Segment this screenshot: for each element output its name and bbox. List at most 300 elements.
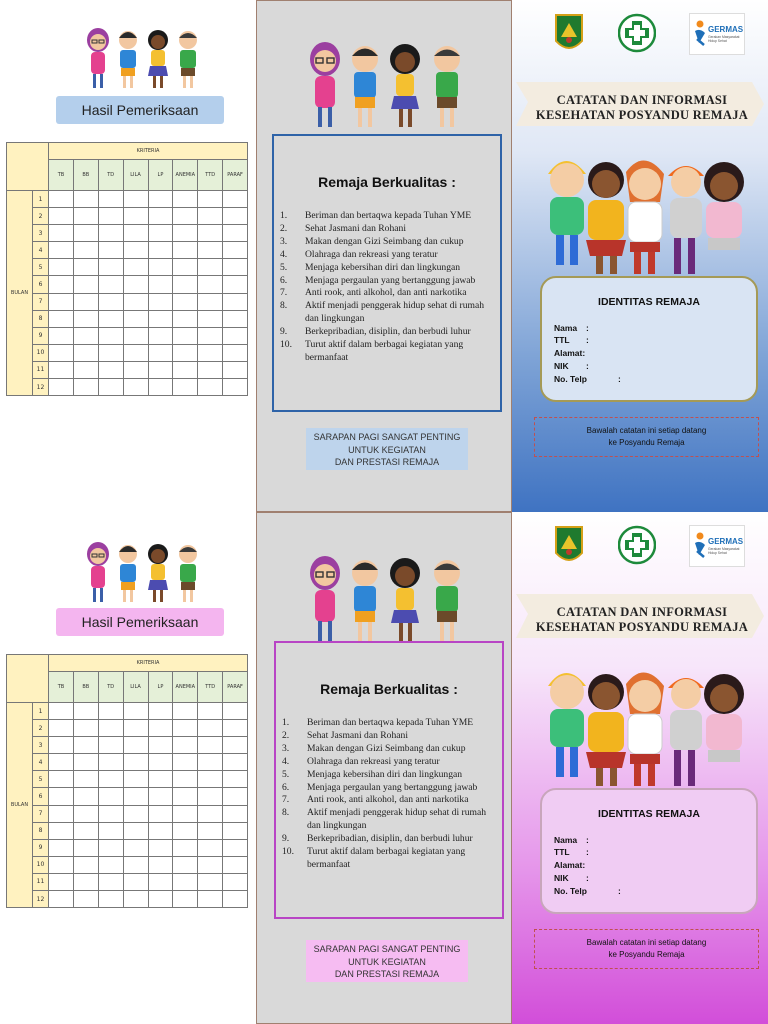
- table-cell[interactable]: [49, 242, 74, 259]
- table-cell[interactable]: [98, 361, 123, 378]
- table-cell[interactable]: [73, 310, 98, 327]
- table-cell[interactable]: [148, 191, 173, 208]
- table-cell[interactable]: [123, 276, 148, 293]
- table-cell[interactable]: [123, 344, 148, 361]
- panel-hasil-pemeriksaan: [0, 512, 256, 1024]
- table-cell[interactable]: [223, 276, 248, 293]
- table-cell[interactable]: [148, 856, 173, 873]
- field-colon: :: [586, 323, 589, 333]
- cover-title: [532, 93, 752, 123]
- hasil-pemeriksaan-label: Hasil Pemeriksaan: [56, 608, 224, 636]
- table-cell[interactable]: [198, 873, 223, 890]
- table-cell[interactable]: [123, 259, 148, 276]
- month-number: 7: [33, 293, 49, 310]
- table-row: [7, 327, 248, 344]
- table-cell[interactable]: [98, 856, 123, 873]
- table-cell[interactable]: [173, 737, 198, 754]
- germas-subtext: Gerakan Masyarakat Hidup Sehat: [708, 35, 740, 43]
- table-row: [7, 310, 248, 327]
- table-cell[interactable]: [49, 293, 74, 310]
- item-text: Berkepribadian, disiplin, dan berbudi luhur: [305, 326, 471, 338]
- table-cell[interactable]: [173, 327, 198, 344]
- sarapan-line: SARAPAN PAGI SANGAT PENTING: [313, 944, 461, 954]
- table-cell[interactable]: [123, 208, 148, 225]
- table-cell[interactable]: [223, 327, 248, 344]
- table-cell[interactable]: [73, 891, 98, 908]
- table-cell[interactable]: [173, 754, 198, 771]
- table-cell[interactable]: [173, 361, 198, 378]
- month-number: 8: [33, 822, 49, 839]
- table-cell[interactable]: [198, 361, 223, 378]
- column-header: TTD: [198, 160, 223, 191]
- table-cell[interactable]: [98, 839, 123, 856]
- table-cell[interactable]: [223, 259, 248, 276]
- table-cell[interactable]: [49, 276, 74, 293]
- table-cell[interactable]: [123, 737, 148, 754]
- item-number: 5.: [280, 261, 288, 273]
- list-item: [282, 769, 500, 782]
- list-item: [280, 300, 498, 326]
- table-cell[interactable]: [49, 379, 74, 396]
- table-cell[interactable]: [73, 344, 98, 361]
- table-cell[interactable]: [148, 344, 173, 361]
- table-cell[interactable]: [198, 891, 223, 908]
- table-cell[interactable]: [73, 822, 98, 839]
- table-cell[interactable]: [73, 327, 98, 344]
- reminder-line: ke Posyandu Remaja: [608, 438, 685, 447]
- column-header: LILA: [123, 160, 148, 191]
- table-cell[interactable]: [148, 754, 173, 771]
- table-cell[interactable]: [123, 191, 148, 208]
- table-cell[interactable]: [123, 805, 148, 822]
- table-cell[interactable]: [123, 873, 148, 890]
- table-cell[interactable]: [148, 259, 173, 276]
- item-text: Olahraga dan rekreasi yang teratur: [305, 248, 438, 260]
- table-row: [7, 788, 248, 805]
- item-text: Beriman dan bertaqwa kepada Tuhan YME: [305, 210, 472, 221]
- field-nama: Nama: [554, 323, 578, 333]
- item-text: Olahraga dan rekreasi yang teratur: [307, 755, 440, 767]
- table-row: [7, 703, 248, 720]
- table-cell[interactable]: [73, 703, 98, 720]
- column-header: LP: [148, 672, 173, 703]
- item-number: 7.: [280, 287, 288, 299]
- reminder-note: [534, 417, 759, 457]
- column-header: LILA: [123, 672, 148, 703]
- table-cell[interactable]: [73, 225, 98, 242]
- item-text: Sehat Jasmani dan Rohani: [307, 729, 408, 741]
- table-cell[interactable]: [173, 259, 198, 276]
- list-item: [282, 794, 500, 807]
- table-cell[interactable]: [223, 208, 248, 225]
- table-cell[interactable]: [123, 788, 148, 805]
- list-item: [282, 730, 500, 743]
- table-cell[interactable]: [148, 839, 173, 856]
- table-cell[interactable]: [73, 873, 98, 890]
- table-cell[interactable]: [49, 805, 74, 822]
- table-cell[interactable]: [173, 344, 198, 361]
- month-number: 5: [33, 259, 49, 276]
- table-cell[interactable]: [123, 327, 148, 344]
- table-cell[interactable]: [49, 259, 74, 276]
- month-number: 4: [33, 754, 49, 771]
- table-cell[interactable]: [49, 720, 74, 737]
- germas-subtext: Gerakan Masyarakat Hidup Sehat: [708, 547, 740, 555]
- table-cell[interactable]: [123, 891, 148, 908]
- table-cell[interactable]: [198, 737, 223, 754]
- table-cell[interactable]: [49, 873, 74, 890]
- month-number: 2: [33, 208, 49, 225]
- table-cell[interactable]: [223, 856, 248, 873]
- table-cell[interactable]: [49, 754, 74, 771]
- field-nama: Nama: [554, 835, 578, 845]
- table-cell[interactable]: [173, 242, 198, 259]
- germas-figure-icon: [693, 531, 707, 561]
- list-item: [280, 326, 498, 339]
- table-cell[interactable]: [73, 379, 98, 396]
- table-row: [7, 822, 248, 839]
- field-no-telp: No. Telp: [554, 886, 587, 896]
- table-cell[interactable]: [123, 720, 148, 737]
- table-cell[interactable]: [98, 208, 123, 225]
- table-cell[interactable]: [73, 720, 98, 737]
- table-cell[interactable]: [198, 754, 223, 771]
- column-header: TB: [49, 672, 74, 703]
- month-number: 12: [33, 891, 49, 908]
- table-row: [7, 225, 248, 242]
- item-text: Aktif menjadi penggerak hidup sehat di rumah dan lingkungan: [307, 807, 487, 832]
- table-cell[interactable]: [223, 891, 248, 908]
- item-number: 8.: [282, 807, 290, 819]
- list-item: [280, 339, 498, 365]
- table-corner: [7, 655, 49, 703]
- field-colon: :: [586, 835, 589, 845]
- table-cell[interactable]: [49, 771, 74, 788]
- item-number: 3.: [280, 235, 288, 247]
- table-row: [7, 276, 248, 293]
- table-cell[interactable]: [49, 822, 74, 839]
- table-row: [7, 379, 248, 396]
- table-cell[interactable]: [198, 259, 223, 276]
- table-cell[interactable]: [49, 225, 74, 242]
- table-cell[interactable]: [73, 788, 98, 805]
- remaja-berkualitas-box: [272, 134, 502, 412]
- table-cell[interactable]: [49, 788, 74, 805]
- table-cell[interactable]: [198, 788, 223, 805]
- cover-title: [532, 605, 752, 635]
- table-cell[interactable]: [148, 276, 173, 293]
- table-cell[interactable]: [148, 310, 173, 327]
- list-item: [282, 846, 500, 872]
- item-number: 2.: [280, 222, 288, 234]
- table-cell[interactable]: [223, 788, 248, 805]
- table-cell[interactable]: [173, 839, 198, 856]
- table-cell[interactable]: [49, 703, 74, 720]
- table-cell[interactable]: [98, 703, 123, 720]
- table-cell[interactable]: [123, 225, 148, 242]
- table-cell[interactable]: [49, 361, 74, 378]
- table-cell[interactable]: [73, 276, 98, 293]
- table-cell[interactable]: [98, 327, 123, 344]
- kids-illustration: [301, 39, 471, 129]
- table-cell[interactable]: [148, 788, 173, 805]
- table-cell[interactable]: [98, 720, 123, 737]
- table-cell[interactable]: [98, 310, 123, 327]
- table-cell[interactable]: [223, 344, 248, 361]
- table-cell[interactable]: [98, 259, 123, 276]
- item-text: Anti rook, anti alkohol, dan anti narkotika: [305, 287, 467, 299]
- table-cell[interactable]: [223, 293, 248, 310]
- table-cell[interactable]: [123, 293, 148, 310]
- table-cell[interactable]: [123, 310, 148, 327]
- table-cell[interactable]: [223, 703, 248, 720]
- table-cell[interactable]: [173, 310, 198, 327]
- table-cell[interactable]: [223, 191, 248, 208]
- table-cell[interactable]: [198, 225, 223, 242]
- sarapan-note: [306, 940, 468, 982]
- table-cell[interactable]: [223, 873, 248, 890]
- table-cell[interactable]: [173, 191, 198, 208]
- cover-title-line: KESEHATAN POSYANDU REMAJA: [535, 108, 749, 122]
- table-cell[interactable]: [173, 703, 198, 720]
- table-cell[interactable]: [198, 822, 223, 839]
- month-number: 1: [33, 191, 49, 208]
- item-text: Anti rook, anti alkohol, dan anti narkotika: [307, 794, 469, 806]
- month-number: 10: [33, 856, 49, 873]
- table-cell[interactable]: [73, 805, 98, 822]
- table-cell[interactable]: [223, 720, 248, 737]
- table-cell[interactable]: [173, 225, 198, 242]
- germas-text: GERMAS: [708, 537, 744, 546]
- table-cell[interactable]: [98, 737, 123, 754]
- table-cell[interactable]: [98, 242, 123, 259]
- table-cell[interactable]: [223, 754, 248, 771]
- item-text: Menjaga pergaulan yang bertanggung jawab: [305, 274, 476, 286]
- table-cell[interactable]: [173, 771, 198, 788]
- table-cell[interactable]: [73, 293, 98, 310]
- table-cell[interactable]: [198, 856, 223, 873]
- table-row: [7, 771, 248, 788]
- table-cell[interactable]: [123, 856, 148, 873]
- reminder-line: Bawalah catatan ini setiap datang: [586, 938, 707, 947]
- pemeriksaan-table: [6, 142, 248, 396]
- table-cell[interactable]: [148, 891, 173, 908]
- table-row: [7, 259, 248, 276]
- table-cell[interactable]: [173, 856, 198, 873]
- table-cell[interactable]: [123, 822, 148, 839]
- month-number: 11: [33, 873, 49, 890]
- table-cell[interactable]: [198, 805, 223, 822]
- table-cell[interactable]: [173, 891, 198, 908]
- table-cell[interactable]: [98, 805, 123, 822]
- table-row: [7, 805, 248, 822]
- table-cell[interactable]: [223, 225, 248, 242]
- table-cell[interactable]: [123, 771, 148, 788]
- table-cell[interactable]: [173, 822, 198, 839]
- table-cell[interactable]: [148, 720, 173, 737]
- remaja-berkualitas-title: Remaja Berkualitas :: [318, 174, 456, 190]
- table-cell[interactable]: [223, 737, 248, 754]
- list-item: [282, 743, 500, 756]
- kriteria-header: KRITERIA: [49, 655, 248, 672]
- table-cell[interactable]: [173, 379, 198, 396]
- table-cell[interactable]: [49, 856, 74, 873]
- field-nik: NIK: [554, 873, 569, 883]
- table-cell[interactable]: [123, 361, 148, 378]
- table-cell[interactable]: [98, 191, 123, 208]
- table-cell[interactable]: [73, 208, 98, 225]
- table-cell[interactable]: [223, 839, 248, 856]
- table-cell[interactable]: [98, 891, 123, 908]
- table-cell[interactable]: [173, 720, 198, 737]
- table-cell[interactable]: [98, 379, 123, 396]
- month-number: 9: [33, 839, 49, 856]
- table-cell[interactable]: [98, 788, 123, 805]
- table-cell[interactable]: [73, 191, 98, 208]
- table-cell[interactable]: [198, 327, 223, 344]
- kids-illustration: [301, 553, 471, 643]
- table-cell[interactable]: [173, 788, 198, 805]
- table-cell[interactable]: [198, 720, 223, 737]
- table-cell[interactable]: [98, 293, 123, 310]
- item-number: 3.: [282, 742, 290, 754]
- table-cell[interactable]: [73, 856, 98, 873]
- table-cell[interactable]: [148, 873, 173, 890]
- table-cell[interactable]: [123, 242, 148, 259]
- table-cell[interactable]: [73, 242, 98, 259]
- table-cell[interactable]: [148, 327, 173, 344]
- table-cell[interactable]: [73, 361, 98, 378]
- table-cell[interactable]: [223, 379, 248, 396]
- table-cell[interactable]: [73, 839, 98, 856]
- table-cell[interactable]: [49, 737, 74, 754]
- table-cell[interactable]: [98, 771, 123, 788]
- table-cell[interactable]: [198, 310, 223, 327]
- table-cell[interactable]: [148, 225, 173, 242]
- field-alamat: Alamat:: [554, 860, 586, 870]
- table-cell[interactable]: [148, 361, 173, 378]
- reminder-line: Bawalah catatan ini setiap datang: [586, 426, 707, 435]
- table-cell[interactable]: [49, 191, 74, 208]
- table-cell[interactable]: [198, 703, 223, 720]
- table-cell[interactable]: [73, 754, 98, 771]
- table-cell[interactable]: [198, 839, 223, 856]
- table-cell[interactable]: [98, 225, 123, 242]
- month-number: 6: [33, 276, 49, 293]
- table-row: [7, 361, 248, 378]
- table-cell[interactable]: [198, 344, 223, 361]
- table-cell[interactable]: [49, 327, 74, 344]
- table-cell[interactable]: [73, 737, 98, 754]
- table-row: [7, 737, 248, 754]
- table-cell[interactable]: [123, 754, 148, 771]
- table-cell[interactable]: [223, 310, 248, 327]
- table-cell[interactable]: [148, 822, 173, 839]
- item-text: Berkepribadian, disiplin, dan berbudi luhur: [307, 833, 473, 845]
- table-cell[interactable]: [98, 754, 123, 771]
- item-number: 6.: [282, 781, 290, 793]
- table-cell[interactable]: [223, 771, 248, 788]
- table-cell[interactable]: [173, 208, 198, 225]
- table-cell[interactable]: [148, 293, 173, 310]
- panel-remaja-berkualitas: [256, 0, 512, 512]
- table-cell[interactable]: [198, 276, 223, 293]
- field-colon: :: [618, 886, 621, 896]
- bulan-label: BULAN: [7, 191, 33, 396]
- table-cell[interactable]: [49, 344, 74, 361]
- list-item: [280, 249, 498, 262]
- table-cell[interactable]: [49, 310, 74, 327]
- remaja-berkualitas-box: [274, 641, 504, 919]
- table-cell[interactable]: [173, 805, 198, 822]
- table-cell[interactable]: [223, 822, 248, 839]
- table-cell[interactable]: [198, 771, 223, 788]
- riau-emblem-icon: [554, 525, 584, 567]
- table-cell[interactable]: [148, 208, 173, 225]
- table-cell[interactable]: [73, 771, 98, 788]
- table-cell[interactable]: [148, 703, 173, 720]
- table-cell[interactable]: [73, 259, 98, 276]
- kids-group-illustration: [538, 664, 748, 788]
- table-cell[interactable]: [173, 293, 198, 310]
- table-cell[interactable]: [98, 873, 123, 890]
- table-cell[interactable]: [98, 344, 123, 361]
- table-cell[interactable]: [198, 242, 223, 259]
- table-cell[interactable]: [223, 361, 248, 378]
- germas-logo: [689, 525, 745, 567]
- list-item: [282, 833, 500, 846]
- table-cell[interactable]: [49, 839, 74, 856]
- table-cell[interactable]: [173, 873, 198, 890]
- table-cell[interactable]: [98, 276, 123, 293]
- list-item: [280, 223, 498, 236]
- column-header: TD: [98, 672, 123, 703]
- table-cell[interactable]: [198, 191, 223, 208]
- riau-emblem-icon: [554, 13, 584, 55]
- table-cell[interactable]: [49, 208, 74, 225]
- table-cell[interactable]: [148, 242, 173, 259]
- table-row: [7, 839, 248, 856]
- table-cell[interactable]: [173, 276, 198, 293]
- item-number: 7.: [282, 794, 290, 806]
- table-cell[interactable]: [98, 822, 123, 839]
- table-cell[interactable]: [148, 379, 173, 396]
- item-text: Makan dengan Gizi Seimbang dan cukup: [305, 235, 464, 247]
- kriteria-header: KRITERIA: [49, 143, 248, 160]
- table-cell[interactable]: [123, 703, 148, 720]
- germas-figure-icon: [693, 19, 707, 49]
- kids-illustration: [80, 540, 210, 606]
- item-number: 4.: [280, 248, 288, 260]
- list-item: [280, 210, 498, 223]
- table-cell[interactable]: [123, 839, 148, 856]
- table-cell[interactable]: [198, 208, 223, 225]
- item-text: Turut aktif dalam berbagai kegiatan yang bermanfaat: [305, 339, 464, 363]
- table-cell[interactable]: [148, 771, 173, 788]
- table-cell[interactable]: [223, 242, 248, 259]
- table-row: [7, 754, 248, 771]
- table-cell[interactable]: [123, 379, 148, 396]
- table-cell[interactable]: [49, 891, 74, 908]
- table-row: [7, 293, 248, 310]
- table-row: [7, 242, 248, 259]
- table-cell[interactable]: [148, 737, 173, 754]
- table-cell[interactable]: [198, 293, 223, 310]
- table-cell[interactable]: [198, 379, 223, 396]
- table-row: [7, 208, 248, 225]
- table-cell[interactable]: [223, 805, 248, 822]
- table-cell[interactable]: [148, 805, 173, 822]
